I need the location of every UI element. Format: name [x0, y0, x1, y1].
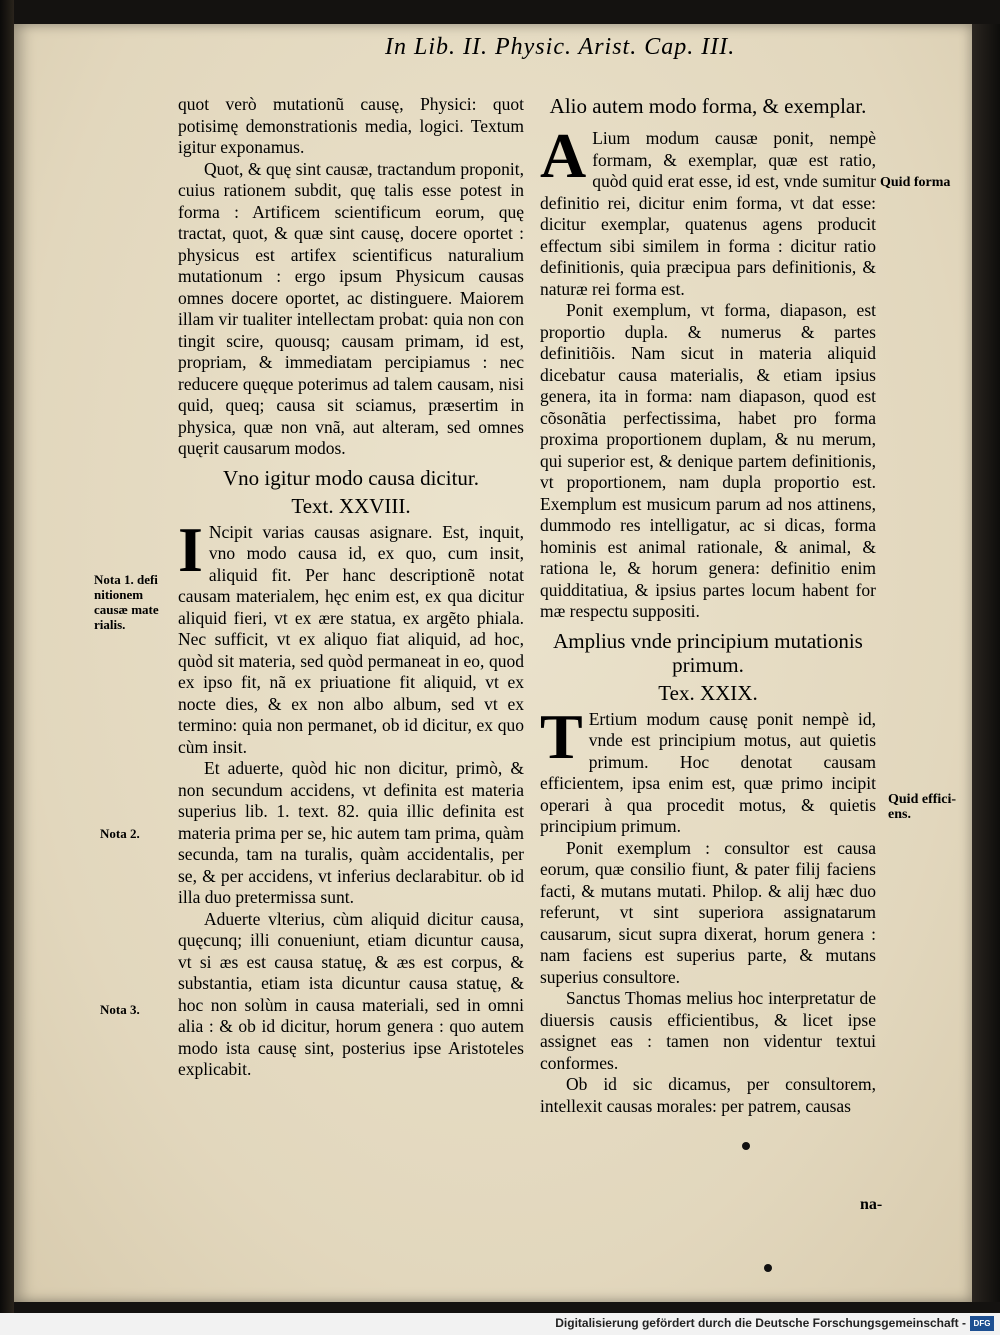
footer-credit: Digitalisierung gefördert durch die Deutsche Forschungsgemeinschaft - — [555, 1316, 966, 1330]
margin-note-nota-1: Nota 1. defi nitionem causæ mate rialis. — [94, 572, 159, 632]
left-paragraph: Et aduerte, quòd hic non dicitur, primò, & non secundum accidens, vt definita est materia superius lib. 1. text. 82. quia illic definita est materia prima per se, hic autem tam prima, quàm secunda, tam na turalis, quàm accidentalis, per se, & per accidens, vt inferius declarabitur. ob id illa duo pretermissa sunt. — [178, 758, 524, 907]
left-paragraph: Ncipit varias causas asignare. Est, inquit, vno modo causa id, ex quo, cum insit, aliquid fit. Per hanc descriptionẽ notat causam materialem, hęc enim est, ex qua dicitur aliquid fieri, vt ex ære statua, ex argẽto phiala. Nec sufficit, vt ex aliquo fiat aliquid, ad hoc, quòd sit materia, sed quòd permaneat in eo, quod ex ipso fit, nã ex priuatione fit aliquid, vt ex nocte dies, & ex non albo album, sed vt ex termino: quia non permanet, ob id dicitur, ex quo cùm insit. — [178, 521, 524, 757]
section-heading: Alio autem modo forma, & exemplar. — [549, 94, 867, 118]
text-number-heading: Tex. XXIX. — [658, 680, 758, 705]
margin-note-nota-3: Nota 3. — [100, 1002, 140, 1017]
ink-dot — [742, 1142, 750, 1150]
margin-note-nota-2: Nota 2. — [100, 826, 140, 841]
drop-cap-initial: T — [540, 700, 583, 772]
drop-cap-initial: A — [540, 120, 587, 191]
right-paragraph: Lium modum causæ ponit, nempè formam, & exemplar, quæ est ratio, quòd quid erat esse, id est, vnde sumitur definitio rei, dicitur enim forma, vt dat esse: dicitur exemplar, quatenus agens producit effectum sibi similem in forma : dicitur ratio definitionis, quia præcipua pars definitionis, & naturæ rei forma est. — [540, 128, 876, 299]
left-column — [178, 94, 524, 1081]
ink-dot — [764, 1264, 772, 1272]
section-heading: Amplius vnde principium mutationis primum. — [553, 628, 863, 677]
catchword: na- — [860, 1196, 883, 1213]
margin-note-quid-forma: Quid forma — [880, 175, 951, 190]
section-heading: Vno igitur modo causa dicitur. — [222, 465, 480, 490]
dropcap-paragraph — [540, 120, 876, 300]
right-paragraph: Ertium modum causę ponit nempè id, vnde est principium motus, aut quietis primum. Hoc denotat causam efficientem, ipsa enim est, quæ primo incipit operari à qua procedit motus, & quietis principium primum. — [540, 708, 876, 836]
text-number-heading: Text. XXVIII. — [291, 493, 411, 518]
right-paragraph: Ob id sic dicamus, per consultorem, intellexit causas morales: per patrem, causas — [540, 1074, 876, 1116]
left-paragraph: quot verò mutationũ causę, Physici: quot potisimę demonstrationis media, logici. Textum igitur exponamus. — [178, 94, 524, 157]
dfg-logo: DFG — [970, 1316, 994, 1331]
dropcap-paragraph — [540, 700, 876, 838]
right-column — [540, 94, 876, 1117]
right-paragraph: Ponit exemplum : consultor est causa eorum, quæ consilio fiunt, & pater filij faciens facti, & mutans mutati. Philop. & alij hæc duo referunt, vt sint superiora assignatarum causarum, sicut supra dixerat, horum genera : nam faciens est superius parte, & mutans superius consultore. — [540, 837, 876, 987]
right-paragraph: Ponit exemplum, vt forma, diapason, est proportio dupla. & numerus & partes definitiõis. Nam sicut in materia aliquid dicebatur causa materialis, & etiam ipsius genera, ita in forma: nam diapason, quod est cõsonãtia perfectissima, habet pro forma proxima proportionem duplam, & nu merum, qui superior est, & denique partem definitionis, vt proportionem, nam dupla proportio est. Exemplum est musicum parum ad nos attinens, dummodo res intelligatur, ac si dicas, forma hominis est animal rationale, & animal, & rationa le, & horum genera: definitio enim quidditatiua, & ipsius partes locum habent for mæ respectu suppositi. — [540, 300, 876, 621]
left-paragraph: Aduerte vlterius, cùm aliquid dicitur causa, quęcunq; illi conueniunt, etiam dicuntur causa, vt si æs est causa statuę, & æs est corpus, & substantia, etiam ista dicuntur causa statuę, & hoc non solùm in causa materiali, sed in omni alia : & ob id dicitur, horum genera : quo autem modo ista causę sint, posterius ipse Aristoteles explicabit. — [178, 908, 524, 1079]
right-paragraph: Sanctus Thomas melius hoc interpretatur de diuersis causis efficientibus, & licet ipse assignet eas : tamen non videntur textui conformes. — [540, 988, 876, 1073]
book-spine — [0, 0, 14, 1335]
running-head: In Lib. II. Physic. Arist. Cap. III. — [385, 34, 736, 60]
drop-cap-initial: I — [178, 513, 203, 585]
dropcap-paragraph — [178, 513, 524, 759]
margin-note-quid-efficiens: Quid effici- ens. — [888, 792, 957, 822]
left-paragraph: Quot, & quę sint causæ, tractandum proponit, cuius rationem subdit, quę talis esse potest in forma : Artificem scientificum eorum, quę tractat, quot, & quæ sint causę, docere oportet : physicus est artifex scientificus naturalium mutationum : ergo ipsum Physicum causas omnes docere oportet, ac distinguere. Maiorem illam vir tualiter intellectam probat: quia non con tingit scire, quousq; causam primam, id est, propriam, & immediatam percipiamus : nec reducere quęque poterimus ad talem causam, nisi quid, queq; causa sit sciamus, præsertim in physica, quæ non vnã, aut alteram, sed omnes quęrit causarum modos. — [178, 158, 524, 458]
footer-bar — [0, 1313, 1000, 1335]
page-edge — [972, 24, 1000, 1302]
